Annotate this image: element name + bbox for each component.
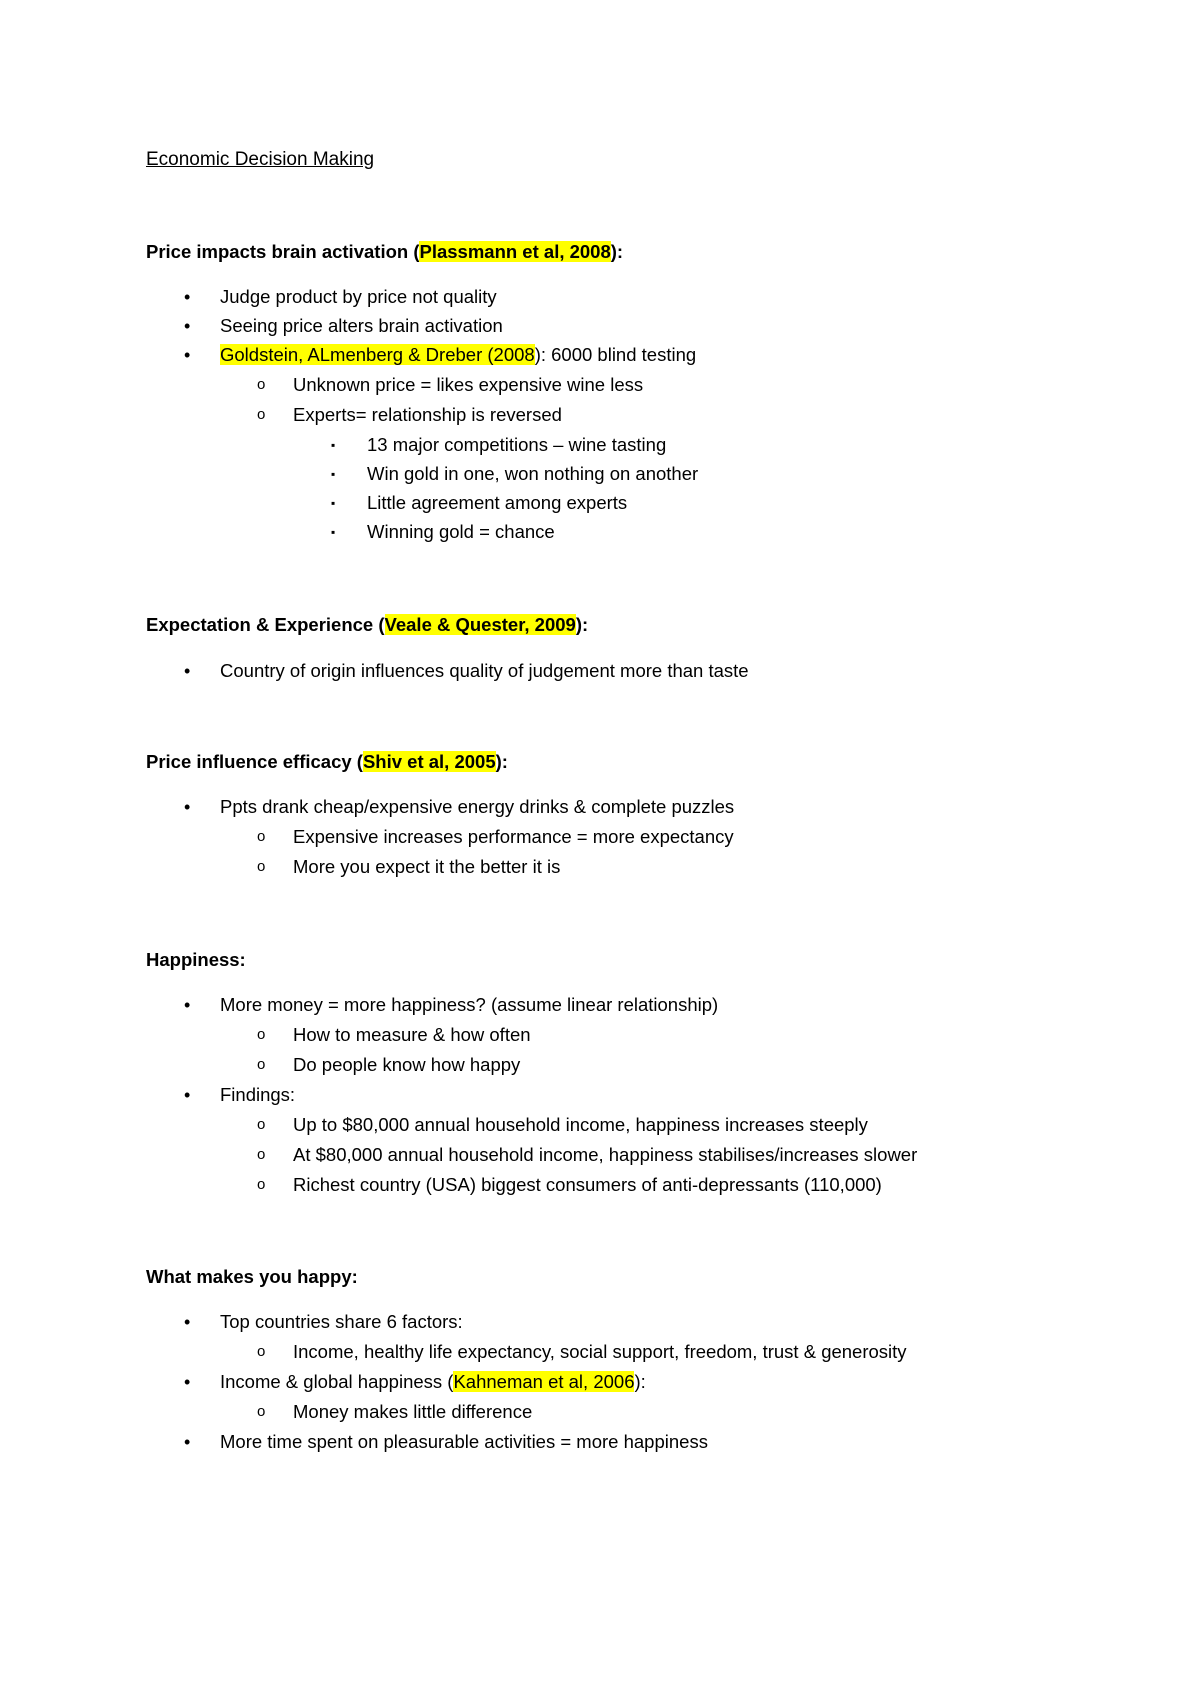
bullet-icon: • — [184, 797, 191, 817]
sub-list-item — [257, 1340, 907, 1364]
heading-text: Expectation & Experience ( — [146, 614, 385, 635]
circle-bullet-icon: o — [257, 1343, 266, 1360]
sub-list-item — [257, 825, 734, 849]
circle-bullet-icon: o — [257, 1403, 266, 1420]
highlighted-reference: Shiv et al, 2005 — [362, 751, 496, 772]
circle-bullet-icon: o — [257, 1056, 266, 1073]
bullet-icon: • — [184, 1432, 191, 1452]
section-heading-what-makes-happy: What makes you happy: — [146, 1266, 358, 1287]
list-item-text: Win gold in one, won nothing on another — [367, 463, 699, 484]
bullet-icon: • — [184, 661, 191, 681]
square-bullet-icon: ▪ — [331, 496, 336, 510]
list-item-text: Experts= relationship is reversed — [293, 404, 562, 425]
list-item-text: 13 major competitions – wine tasting — [367, 434, 667, 455]
list-item — [184, 343, 697, 367]
sub-sub-list-item — [331, 462, 699, 486]
circle-bullet-icon: o — [257, 1146, 266, 1163]
list-item — [184, 1083, 296, 1107]
bullet-icon: • — [184, 316, 191, 336]
sub-list-item — [257, 855, 561, 879]
sub-list-item — [257, 1173, 882, 1197]
bullet-icon: • — [184, 995, 191, 1015]
circle-bullet-icon: o — [257, 828, 266, 845]
section-heading-price-brain — [146, 240, 623, 264]
heading-suffix: ): — [575, 614, 589, 635]
sub-sub-list-item — [331, 433, 667, 457]
sub-list-item — [257, 1400, 533, 1424]
list-item-text: More money = more happiness? (assume linear relationship) — [220, 994, 719, 1015]
list-item-text: At $80,000 annual household income, happiness stabilises/increases slower — [293, 1144, 918, 1165]
bullet-icon: • — [184, 1312, 191, 1332]
section-heading-happiness: Happiness: — [146, 949, 246, 970]
list-item-text: Findings: — [220, 1084, 296, 1105]
sub-list-item — [257, 1113, 868, 1137]
sub-list-item — [257, 403, 562, 427]
list-item-text: How to measure & how often — [293, 1024, 531, 1045]
bullet-icon: • — [184, 287, 191, 307]
bullet-icon: • — [184, 1372, 191, 1392]
highlighted-reference: Veale & Quester, 2009 — [384, 614, 576, 635]
list-item-text: More time spent on pleasurable activities = more happiness — [220, 1431, 708, 1452]
highlighted-reference: Plassmann et al, 2008 — [419, 241, 611, 262]
list-item-text: ): 6000 blind testing — [534, 344, 697, 365]
heading-suffix: ): — [610, 241, 624, 262]
list-item-text: Unknown price = likes expensive wine less — [293, 374, 644, 395]
circle-bullet-icon: o — [257, 406, 266, 423]
list-item-text: Judge product by price not quality — [220, 286, 497, 307]
list-item-text: Seeing price alters brain activation — [220, 315, 503, 336]
document-title: Economic Decision Making — [146, 149, 375, 170]
sub-list-item — [257, 1023, 531, 1047]
list-item — [184, 285, 497, 309]
list-item-text: Ppts drank cheap/expensive energy drinks & complete puzzles — [220, 796, 735, 817]
list-item-text: More you expect it the better it is — [293, 856, 561, 877]
circle-bullet-icon: o — [257, 858, 266, 875]
list-item — [184, 1310, 463, 1334]
sub-sub-list-item — [331, 520, 555, 544]
list-item — [184, 659, 749, 683]
sub-list-item — [257, 1053, 521, 1077]
list-item — [184, 1430, 708, 1454]
list-item-text: Expensive increases performance = more expectancy — [293, 826, 734, 847]
list-item-text: Do people know how happy — [293, 1054, 521, 1075]
list-item-text: Little agreement among experts — [367, 492, 628, 513]
heading-text: Price impacts brain activation ( — [146, 241, 420, 262]
list-item — [184, 314, 503, 338]
heading-suffix: ): — [495, 751, 508, 772]
highlighted-reference: Goldstein, ALmenberg & Dreber (2008 — [220, 344, 535, 365]
sub-sub-list-item — [331, 491, 628, 515]
bullet-icon: • — [184, 345, 191, 365]
list-item-text: Income & global happiness ( — [220, 1371, 454, 1392]
list-item-text: Income, healthy life expectancy, social support, freedom, trust & generosity — [293, 1341, 907, 1362]
highlighted-reference: Kahneman et al, 2006 — [453, 1371, 635, 1392]
heading-text: Price influence efficacy ( — [146, 751, 363, 772]
list-item-text: Money makes little difference — [293, 1401, 533, 1422]
circle-bullet-icon: o — [257, 1176, 266, 1193]
square-bullet-icon: ▪ — [331, 525, 336, 539]
list-item-text: Top countries share 6 factors: — [220, 1311, 463, 1332]
square-bullet-icon: ▪ — [331, 467, 336, 481]
list-item-text: Country of origin influences quality of judgement more than taste — [220, 660, 749, 681]
section-heading-price-efficacy — [146, 750, 508, 774]
sub-list-item — [257, 373, 644, 397]
list-item-text: ): — [634, 1371, 646, 1392]
bullet-icon: • — [184, 1085, 191, 1105]
list-item-text: Winning gold = chance — [367, 521, 555, 542]
list-item — [184, 795, 735, 819]
circle-bullet-icon: o — [257, 376, 266, 393]
section-heading-expectation — [146, 613, 588, 637]
list-item-text: Richest country (USA) biggest consumers of anti-depressants (110,000) — [293, 1174, 882, 1195]
list-item-text: Up to $80,000 annual household income, happiness increases steeply — [293, 1114, 868, 1135]
circle-bullet-icon: o — [257, 1116, 266, 1133]
circle-bullet-icon: o — [257, 1026, 266, 1043]
list-item — [184, 993, 719, 1017]
sub-list-item — [257, 1143, 918, 1167]
square-bullet-icon: ▪ — [331, 438, 336, 452]
list-item — [184, 1370, 646, 1394]
